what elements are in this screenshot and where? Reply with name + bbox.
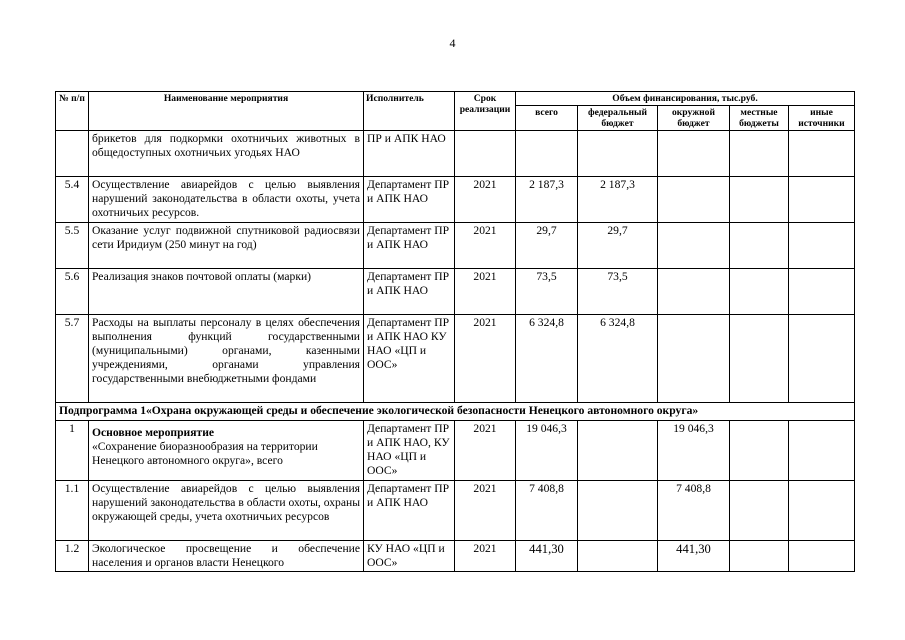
row-name: Расходы на выплаты персоналу в целях обеспечения выполнения функций государственными (муниципальными) органами, казенными учреждениями, органами управления государственными внебюджетными фондами: [89, 315, 364, 403]
row-federal: 29,7: [578, 223, 658, 269]
row-district: [658, 131, 730, 177]
row-district: 441,30: [658, 541, 730, 572]
table-row: [56, 315, 855, 403]
row-other: [789, 269, 855, 315]
row-num: 5.5: [56, 223, 89, 269]
row-name: брикетов для подкормки охотничьих животных в общедоступных охотничьих угодьях НАО: [89, 131, 364, 177]
table-row: [56, 131, 855, 177]
row-total: 19 046,3: [516, 421, 578, 481]
row-executor: Департамент ПР и АПК НАО: [364, 177, 455, 223]
row-num: 1.2: [56, 541, 89, 572]
row-total: 29,7: [516, 223, 578, 269]
row-other: [789, 177, 855, 223]
row-executor: Департамент ПР и АПК НАО: [364, 481, 455, 541]
row-num: 5.6: [56, 269, 89, 315]
row-local: [730, 481, 789, 541]
row-executor: КУ НАО «ЦП и ООС»: [364, 541, 455, 572]
row-total: 2 187,3: [516, 177, 578, 223]
header-executor: Исполнитель: [364, 92, 455, 131]
table-row: [56, 223, 855, 269]
row-local: [730, 269, 789, 315]
row-district: [658, 315, 730, 403]
row-total: 6 324,8: [516, 315, 578, 403]
row-term: 2021: [455, 269, 516, 315]
header-funding: Объем финансирования, тыс.руб.: [516, 92, 855, 106]
row-district: [658, 223, 730, 269]
row-executor: Департамент ПР и АПК НАО: [364, 223, 455, 269]
row-other: [789, 131, 855, 177]
row-num: [56, 131, 89, 177]
row-district: 19 046,3: [658, 421, 730, 481]
row-federal: [578, 481, 658, 541]
row-name-cell: [89, 421, 364, 481]
row-federal: 2 187,3: [578, 177, 658, 223]
row-local: [730, 541, 789, 572]
row-local: [730, 177, 789, 223]
row-federal: [578, 421, 658, 481]
header-district: окружной бюджет: [658, 106, 730, 131]
row-term: 2021: [455, 315, 516, 403]
row-local: [730, 223, 789, 269]
row-total: 73,5: [516, 269, 578, 315]
row-total: [516, 131, 578, 177]
row-term: 2021: [455, 177, 516, 223]
row-name: «Сохранение биоразнообразия на территории Ненецкого автономного округа», всего: [92, 440, 318, 467]
table-row: [56, 177, 855, 223]
table-row: [56, 421, 855, 481]
row-total: 441,30: [516, 541, 578, 572]
row-term: 2021: [455, 421, 516, 481]
row-executor: Департамент ПР и АПК НАО КУ НАО «ЦП и ООС»: [364, 315, 455, 403]
row-district: [658, 269, 730, 315]
header-num: № п/п: [56, 92, 89, 131]
header-total: всего: [516, 106, 578, 131]
row-other: [789, 421, 855, 481]
subprogram-row: [56, 403, 855, 421]
subprogram-title: Подпрограмма 1«Охрана окружающей среды и обеспечение экологической безопасности Ненецкого автономного округа»: [56, 403, 855, 421]
row-local: [730, 131, 789, 177]
page-number: 4: [449, 36, 456, 50]
row-num: 5.4: [56, 177, 89, 223]
header-row-1: [56, 92, 855, 106]
row-district: [658, 177, 730, 223]
row-num: 5.7: [56, 315, 89, 403]
header-name: Наименование мероприятия: [89, 92, 364, 131]
row-other: [789, 223, 855, 269]
row-other: [789, 481, 855, 541]
row-local: [730, 315, 789, 403]
table-row: [56, 481, 855, 541]
table-row: [56, 541, 855, 572]
row-executor: Департамент ПР и АПК НАО, КУ НАО «ЦП и ООС»: [364, 421, 455, 481]
row-name: Реализация знаков почтовой оплаты (марки): [89, 269, 364, 315]
row-other: [789, 541, 855, 572]
header-local: местные бюджеты: [730, 106, 789, 131]
row-other: [789, 315, 855, 403]
row-term: 2021: [455, 541, 516, 572]
header-other: иные источники: [789, 106, 855, 131]
row-district: 7 408,8: [658, 481, 730, 541]
row-name: Оказание услуг подвижной спутниковой радиосвязи сети Иридиум (250 минут на год): [89, 223, 364, 269]
header-federal: федеральный бюджет: [578, 106, 658, 131]
row-term: 2021: [455, 481, 516, 541]
funding-table: [55, 91, 855, 572]
row-name-bold: Основное мероприятие: [92, 426, 215, 439]
header-term: Срок реализации: [455, 92, 516, 131]
row-name: Осуществление авиарейдов с целью выявления нарушений законодательства в области охоты, учета охотничьих ресурсов.: [89, 177, 364, 223]
row-name: Экологическое просвещение и обеспечение населения и органов власти Ненецкого: [89, 541, 364, 572]
row-federal: [578, 541, 658, 572]
row-executor: ПР и АПК НАО: [364, 131, 455, 177]
row-name: Осуществление авиарейдов с целью выявления нарушений законодательства в области охоты, охраны окружающей среды, учета охотничьих ресурсов: [89, 481, 364, 541]
row-total: 7 408,8: [516, 481, 578, 541]
row-executor: Департамент ПР и АПК НАО: [364, 269, 455, 315]
row-federal: 73,5: [578, 269, 658, 315]
table-row: [56, 269, 855, 315]
row-federal: 6 324,8: [578, 315, 658, 403]
row-local: [730, 421, 789, 481]
row-num: 1.1: [56, 481, 89, 541]
row-term: 2021: [455, 223, 516, 269]
row-federal: [578, 131, 658, 177]
row-num: 1: [56, 421, 89, 481]
row-term: [455, 131, 516, 177]
